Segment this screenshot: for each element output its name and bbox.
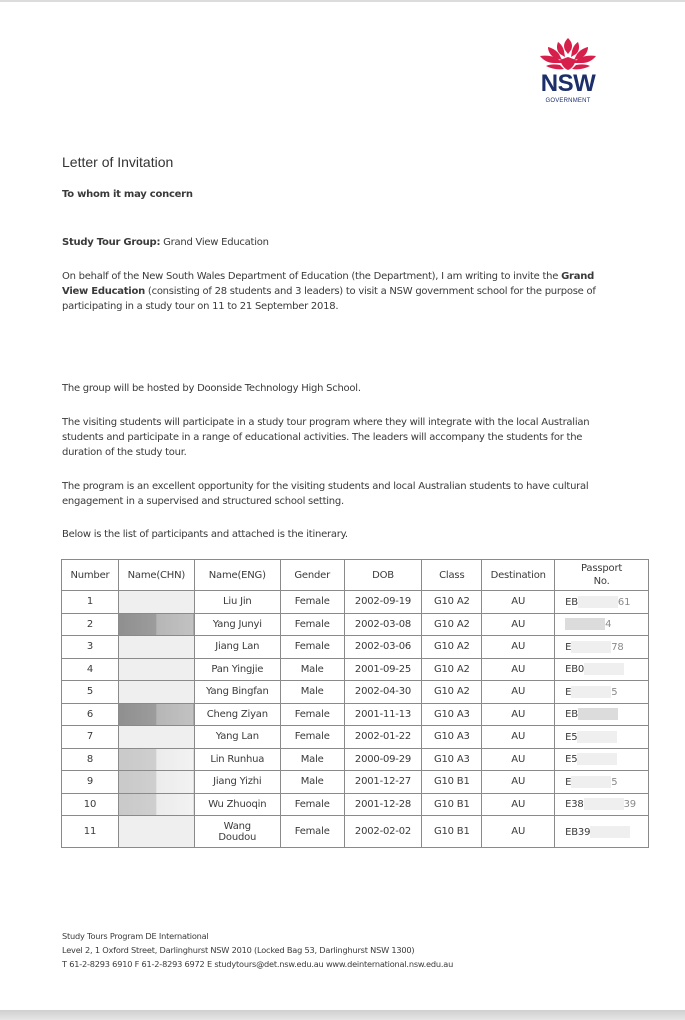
logo-nsw-text: NSW — [540, 70, 596, 97]
passport-visible-prefix: E5 — [565, 731, 578, 743]
paragraph-invitation — [62, 269, 622, 314]
cell-dob: 2000-09-29 — [344, 748, 422, 771]
table-row — [62, 636, 649, 659]
cell-destination: AU — [482, 816, 555, 848]
cell-passport — [555, 793, 649, 816]
paragraph-opportunity: The program is an excellent opportunity for the visiting students and local Australian students to have cultural engagement in a supervised and structured school setting. — [62, 481, 589, 507]
passport-visible-suffix: 4 — [605, 619, 612, 631]
cell-passport — [555, 748, 649, 771]
cell-destination: AU — [482, 613, 555, 636]
cell-number: 1 — [62, 591, 119, 614]
passport-visible-prefix: E38 — [565, 799, 584, 811]
cell-gender: Female — [280, 726, 344, 749]
passport-visible-suffix: 5 — [611, 776, 618, 788]
cell-gender: Female — [280, 613, 344, 636]
passport-visible-suffix: 39 — [623, 799, 636, 811]
table-row — [62, 771, 649, 794]
cell-destination: AU — [482, 771, 555, 794]
cell-passport — [555, 613, 649, 636]
cell-name-chn — [118, 793, 194, 816]
salutation: To whom it may concern — [62, 189, 193, 200]
para1-group-name: Grand View Education — [62, 271, 595, 297]
footer — [62, 929, 642, 971]
cell-number: 5 — [62, 681, 119, 704]
passport-visible-prefix: E — [565, 776, 572, 788]
cell-gender: Male — [280, 748, 344, 771]
cell-passport — [555, 636, 649, 659]
participants-table — [61, 559, 649, 848]
cell-name-eng: Cheng Ziyan — [194, 703, 280, 726]
cell-gender: Female — [280, 703, 344, 726]
passport-visible-prefix: EB39 — [565, 826, 591, 838]
passport-visible-prefix: EB — [565, 596, 578, 608]
cell-dob: 2002-09-19 — [344, 591, 422, 614]
cell-passport — [555, 681, 649, 704]
group-label: Study Tour Group: — [62, 237, 161, 248]
passport-visible-prefix: EB — [565, 709, 578, 721]
cell-dob: 2002-03-08 — [344, 613, 422, 636]
header-passport-line1: Passport — [581, 563, 623, 574]
passport-visible-suffix: 78 — [611, 641, 624, 653]
cell-name-chn — [118, 681, 194, 704]
cell-class: G10 A3 — [422, 748, 482, 771]
cell-name-eng: Pan Yingjie — [194, 658, 280, 681]
page-top-edge — [0, 0, 685, 2]
cell-class: G10 B1 — [422, 771, 482, 794]
cell-gender: Female — [280, 816, 344, 848]
cell-passport — [555, 816, 649, 848]
passport-visible-prefix: E — [565, 641, 572, 653]
waratah-flower-icon — [538, 36, 598, 72]
cell-destination: AU — [482, 726, 555, 749]
passport-visible-suffix: 61 — [617, 596, 631, 608]
footer-org: Study Tours Program DE International — [62, 931, 209, 941]
cell-name-chn — [118, 636, 194, 659]
cell-class: G10 B1 — [422, 816, 482, 848]
nsw-government-logo — [534, 36, 602, 108]
header-passport-line2: No. — [593, 576, 610, 587]
paragraph-program: The visiting students will participate in a study tour program where they will integrate with the local Australian students and participate in a range of educational activities. The leaders will accompany the students for the duration of the study tour. — [62, 417, 590, 458]
passport-visible-suffix: 5 — [611, 686, 618, 698]
cell-passport — [555, 703, 649, 726]
cell-class: G10 B1 — [422, 793, 482, 816]
cell-number: 3 — [62, 636, 119, 659]
table-row — [62, 726, 649, 749]
paragraph-host-school: The group will be hosted by Doonside Technology High School. — [62, 383, 361, 394]
passport-redaction — [571, 776, 611, 788]
cell-destination: AU — [482, 658, 555, 681]
cell-gender: Female — [280, 793, 344, 816]
header-dob: DOB — [344, 560, 422, 591]
header-class: Class — [422, 560, 482, 591]
cell-number: 7 — [62, 726, 119, 749]
cell-name-eng: Yang Bingfan — [194, 681, 280, 704]
paragraph-participants-intro: Below is the list of participants and attached is the itinerary. — [62, 529, 348, 540]
cell-name-chn — [118, 748, 194, 771]
cell-name-chn — [118, 591, 194, 614]
passport-visible-prefix: E — [565, 686, 572, 698]
para1-end: (consisting of 28 students and 3 leaders) to visit a NSW government school for the purpose of participating in a study tour on 11 to 21 September 2018. — [62, 286, 596, 312]
cell-gender: Female — [280, 636, 344, 659]
cell-name-eng: Yang Junyi — [194, 613, 280, 636]
cell-dob: 2001-09-25 — [344, 658, 422, 681]
table-row — [62, 703, 649, 726]
cell-number: 11 — [62, 816, 119, 848]
cell-dob: 2001-11-13 — [344, 703, 422, 726]
cell-name-eng: Liu Jin — [194, 591, 280, 614]
cell-class: G10 A2 — [422, 658, 482, 681]
cell-destination: AU — [482, 748, 555, 771]
passport-redaction — [571, 641, 611, 653]
cell-dob: 2002-02-02 — [344, 816, 422, 848]
header-destination: Destination — [482, 560, 555, 591]
cell-gender: Male — [280, 658, 344, 681]
table-row — [62, 681, 649, 704]
header-passport — [555, 560, 649, 591]
cell-class: G10 A3 — [422, 703, 482, 726]
cell-class: G10 A2 — [422, 636, 482, 659]
cell-name-chn — [118, 816, 194, 848]
cell-gender: Male — [280, 681, 344, 704]
cell-class: G10 A2 — [422, 681, 482, 704]
cell-name-chn — [118, 726, 194, 749]
passport-redaction — [577, 753, 617, 765]
footer-contact: T 61-2-8293 6910 F 61-2-8293 6972 E studytours@det.nsw.edu.au www.deinternational.nsw.edu.au — [62, 959, 454, 969]
cell-name-eng: Wang Doudou — [194, 816, 280, 848]
cell-name-chn — [118, 613, 194, 636]
cell-dob: 2002-01-22 — [344, 726, 422, 749]
cell-class: G10 A2 — [422, 613, 482, 636]
cell-destination: AU — [482, 591, 555, 614]
cell-dob: 2001-12-27 — [344, 771, 422, 794]
cell-class: G10 A3 — [422, 726, 482, 749]
cell-gender: Female — [280, 591, 344, 614]
study-tour-group-line — [62, 235, 622, 250]
cell-name-eng: Wu Zhuoqin — [194, 793, 280, 816]
table-row — [62, 748, 649, 771]
page-bottom-edge — [0, 1010, 685, 1020]
passport-redaction — [590, 826, 630, 838]
logo-government-text: GOVERNMENT — [545, 98, 591, 104]
group-name: Grand View Education — [163, 237, 269, 248]
passport-redaction — [577, 731, 617, 743]
table-row — [62, 658, 649, 681]
cell-name-chn — [118, 658, 194, 681]
cell-name-chn — [118, 771, 194, 794]
cell-number: 8 — [62, 748, 119, 771]
cell-name-chn — [118, 703, 194, 726]
passport-visible-prefix: EB0 — [565, 664, 585, 676]
cell-number: 10 — [62, 793, 119, 816]
passport-redaction — [578, 596, 618, 608]
cell-name-eng: Jiang Yizhi — [194, 771, 280, 794]
cell-passport — [555, 726, 649, 749]
cell-passport — [555, 771, 649, 794]
table-row — [62, 591, 649, 614]
passport-redaction — [571, 686, 611, 698]
cell-passport — [555, 658, 649, 681]
cell-name-eng: Yang Lan — [194, 726, 280, 749]
passport-redaction — [578, 708, 618, 720]
table-row — [62, 793, 649, 816]
header-gender: Gender — [280, 560, 344, 591]
cell-class: G10 A2 — [422, 591, 482, 614]
header-name-eng: Name(ENG) — [194, 560, 280, 591]
passport-redaction — [584, 798, 624, 810]
table-header-row — [62, 560, 649, 591]
cell-number: 9 — [62, 771, 119, 794]
cell-destination: AU — [482, 793, 555, 816]
table-row — [62, 613, 649, 636]
cell-dob: 2002-04-30 — [344, 681, 422, 704]
header-number: Number — [62, 560, 119, 591]
cell-destination: AU — [482, 636, 555, 659]
cell-passport — [555, 591, 649, 614]
cell-number: 6 — [62, 703, 119, 726]
para1-start: On behalf of the New South Wales Department of Education (the Department), I am writing to invite the — [62, 271, 562, 282]
cell-destination: AU — [482, 681, 555, 704]
cell-dob: 2001-12-28 — [344, 793, 422, 816]
cell-name-eng: Lin Runhua — [194, 748, 280, 771]
table-row — [62, 816, 649, 848]
header-name-chn: Name(CHN) — [118, 560, 194, 591]
letter-title: Letter of Invitation — [62, 154, 174, 170]
cell-gender: Male — [280, 771, 344, 794]
cell-destination: AU — [482, 703, 555, 726]
passport-redaction — [584, 663, 624, 675]
cell-name-eng: Jiang Lan — [194, 636, 280, 659]
footer-address: Level 2, 1 Oxford Street, Darlinghurst NSW 2010 (Locked Bag 53, Darlinghurst NSW 1300) — [62, 945, 415, 955]
passport-redaction — [565, 618, 605, 630]
passport-visible-prefix: E5 — [565, 754, 578, 766]
cell-number: 2 — [62, 613, 119, 636]
cell-dob: 2002-03-06 — [344, 636, 422, 659]
cell-number: 4 — [62, 658, 119, 681]
